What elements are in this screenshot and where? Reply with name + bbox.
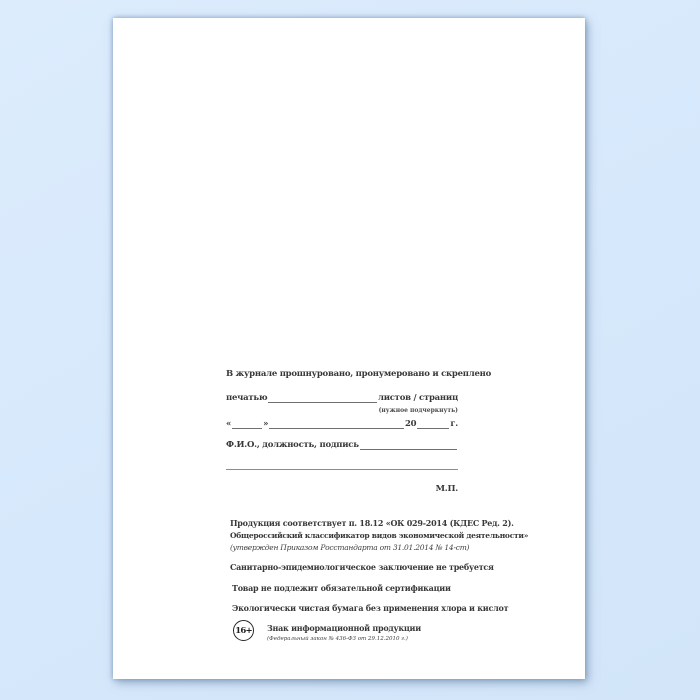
blank-fill-signature: [360, 449, 457, 450]
age-rating-16plus-icon: 16+: [233, 620, 254, 641]
statement-certification: Товар не подлежит обязательной сертификации: [232, 583, 451, 593]
age-mark-title: Знак информационной продукции: [267, 623, 421, 633]
stamp-place-label: М.П.: [435, 484, 458, 494]
signature-label: Ф.И.О., должность, подпись: [226, 440, 359, 450]
blank-fill-seal: [268, 402, 377, 403]
year-suffix: г.: [450, 419, 458, 429]
statement-sanitary: Санитарно-эпидемиологическое заключение не требуется: [230, 562, 494, 572]
blank-fill-month: [269, 428, 404, 429]
blank-fill-day: [232, 428, 262, 429]
product-conformity-line3: (утвержден Приказом Росстандарта от 31.01.2014 № 14-ст): [230, 543, 470, 552]
product-conformity-line1: Продукция соответствует п. 18.12 «ОК 029-2014 (КДЕС Ред. 2).: [230, 518, 514, 528]
year-prefix: 20: [404, 419, 417, 429]
underline-note: (нужное подчеркнуть): [378, 407, 458, 414]
date-line: [226, 419, 458, 430]
sealed-prefix: печатью: [226, 393, 268, 403]
binding-title: В журнале прошнуровано, пронумеровано и скреплено: [226, 369, 492, 379]
blank-fill-year: [417, 428, 449, 429]
date-close-quote: »: [263, 419, 269, 429]
document-page: [113, 18, 585, 679]
sealed-suffix: листов / страниц: [377, 393, 458, 403]
signature-line: [226, 440, 458, 451]
age-mark-law-reference: (Федеральный закон № 436-ФЗ от 29.12.2010 г.): [267, 636, 408, 642]
date-open-quote: «: [226, 419, 232, 429]
sealed-line: [226, 393, 458, 404]
statement-eco-paper: Экологически чистая бумага без применения хлора и кислот: [232, 603, 509, 613]
signature-rule-line: [226, 469, 458, 470]
product-conformity-line2: Общероссийский классификатор видов экономической деятельности»: [230, 531, 529, 540]
